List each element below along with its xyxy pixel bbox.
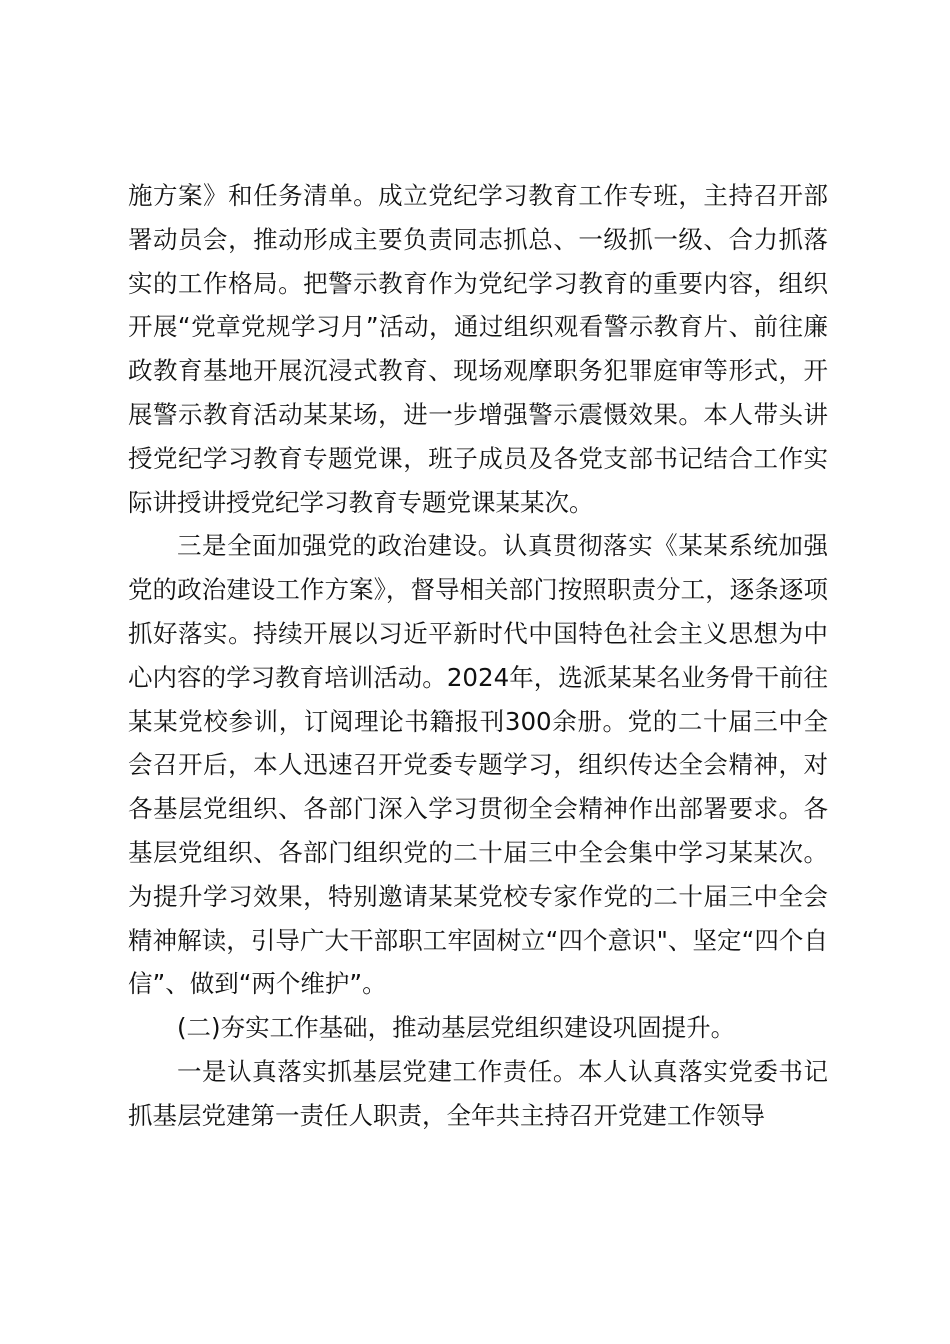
paragraph-continued: 施方案》和任务清单。成立党纪学习教育工作专班，主持召开部署动员会，推动形成主要负责同志抓总、一级抓一级、合力抓落实的工作格局。把警示教育作为党纪学习教育的重要内容，组织开展“党章党规学习月”活动，通过组织观看警示教育片、前往廉政教育基地开展沉浸式教育、现场观摩职务犯罪庭审等形式，开展警示教育活动某某场，进一步增强警示震慑效果。本人带头讲授党纪学习教育专题党课，班子成员及各党支部书记结合工作实际讲授讲授党纪学习教育专题党课某某次。 bbox=[128, 181, 828, 517]
section-heading: (二)夯实工作基础，推动基层党组织建设巩固提升。 bbox=[177, 1013, 736, 1043]
paragraph-political-building: 三是全面加强党的政治建设。认真贯彻落实《某某系统加强党的政治建设工作方案》，督导相关部门按照职责分工，逐条逐项抓好落实。持续开展以习近平新时代中国特色社会主义思想为中心内容的学习教育培训活动。2024年，选派某某名业务骨干前往某某党校参训，订阅理论书籍报刊300余册。党的二十届三中全会召开后，本人迅速召开党委专题学习，组织传达全会精神，对各基层党组织、各部门深入学习贯彻全会精神作出部署要求。各基层党组织、各部门组织党的二十届三中全会集中学习某某次。为提升学习效果，特别邀请某某党校专家作党的二十届三中全会精神解读，引导广大干部职工牢固树立“四个意识"、坚定“四个自信”、做到“两个维护”。 bbox=[128, 531, 828, 999]
paragraph-grassroots-responsibility: 一是认真落实抓基层党建工作责任。本人认真落实党委书记抓基层党建第一责任人职责，全年共主持召开党建工作领导 bbox=[128, 1056, 828, 1130]
document-body bbox=[128, 174, 828, 1138]
